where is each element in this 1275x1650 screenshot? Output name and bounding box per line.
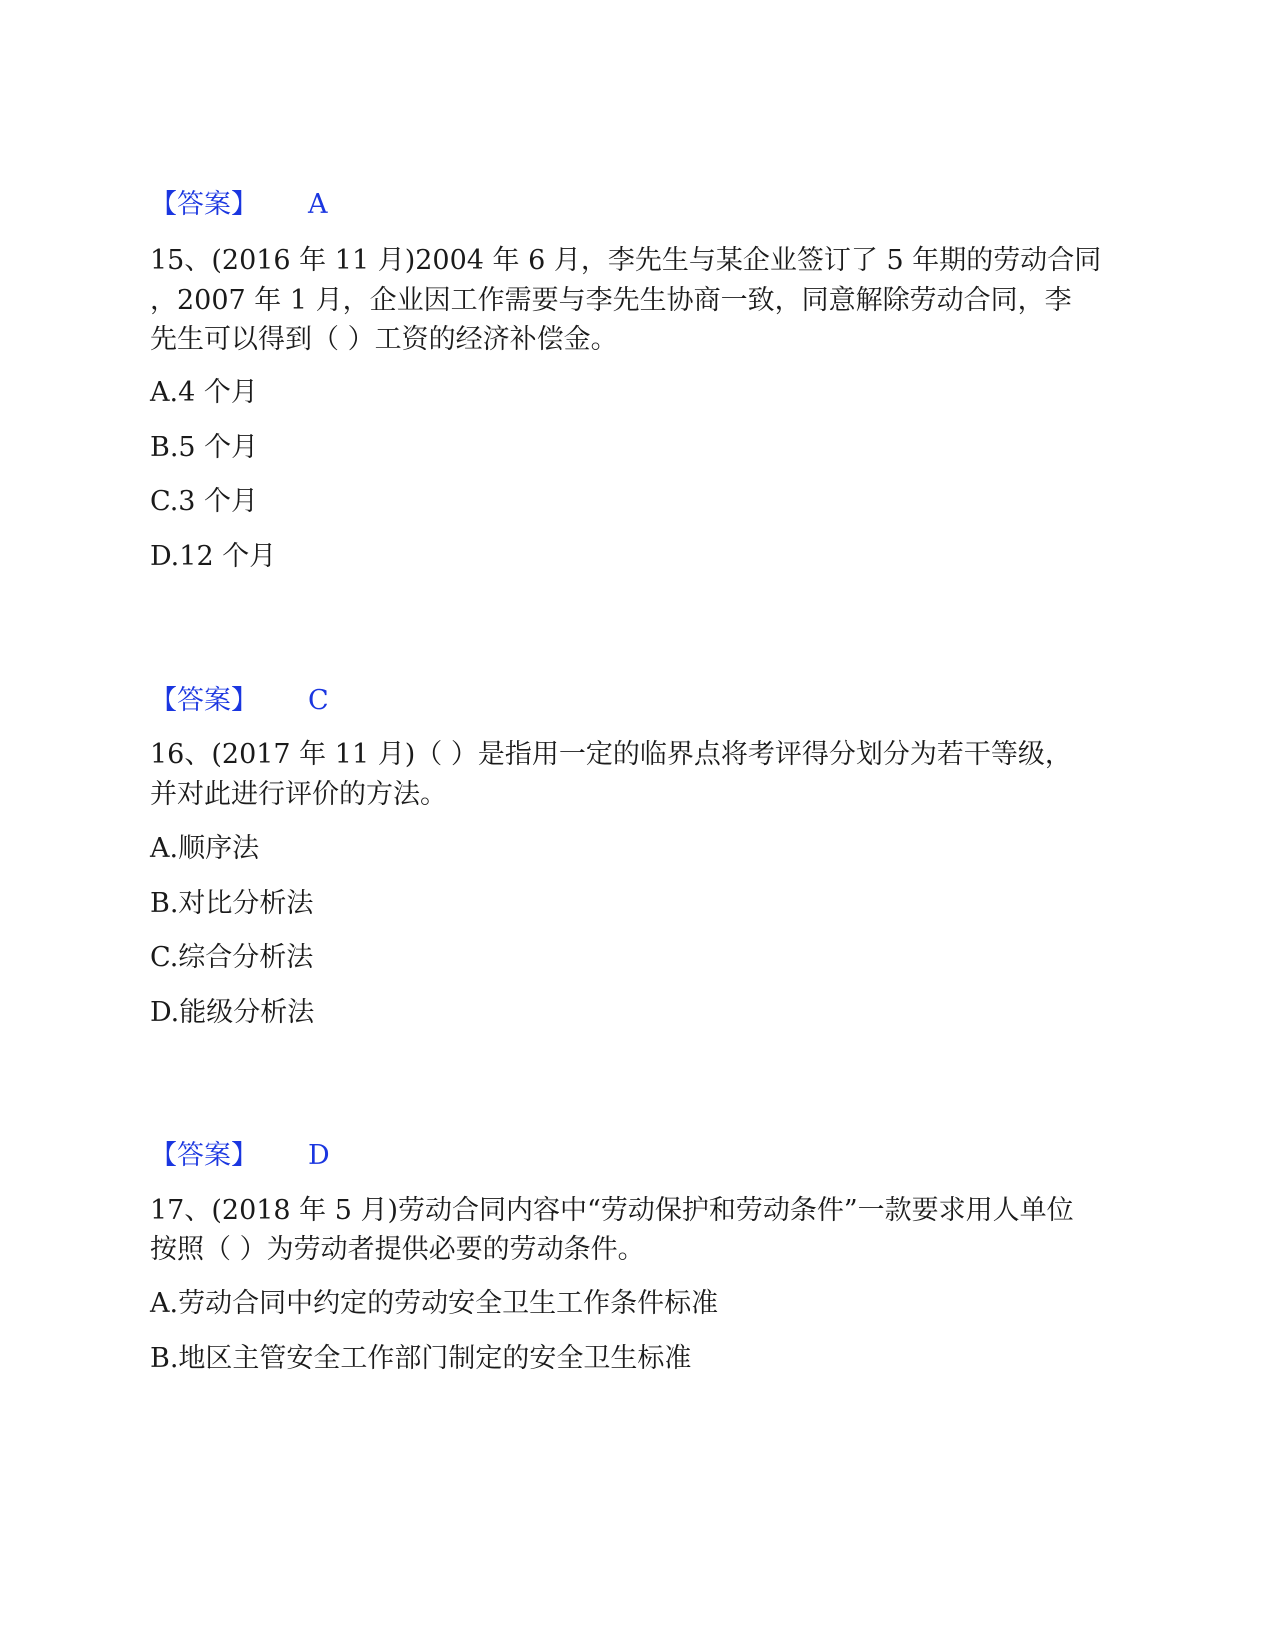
answer-line-15: [150, 684, 329, 718]
question-16-line-1: 16、(2017 年 11 月)（ ）是指用一定的临界点将考评得分划分为若干等级，: [150, 739, 1072, 770]
question-15-line-1: 15、(2016 年 11 月)2004 年 6 月，李先生与某企业签订了 5 年期的劳动合同: [150, 245, 1102, 276]
question-15-option-a: A.4 个月: [150, 377, 258, 408]
question-17-line-1: 17、(2018 年 5 月)劳动合同内容中“劳动保护和劳动条件”一款要求用人单位: [150, 1195, 1074, 1226]
answer-label: 【答案】: [150, 685, 258, 716]
question-15-option-b: B.5 个月: [150, 432, 259, 463]
question-17-line-2: 按照（ ）为劳动者提供必要的劳动条件。: [150, 1234, 645, 1265]
question-15-option-d: D.12 个月: [150, 541, 277, 572]
question-15-option-c: C.3 个月: [150, 486, 259, 517]
question-16-option-c: C.综合分析法: [150, 942, 314, 973]
question-15-line-3: 先生可以得到（ ）工资的经济补偿金。: [150, 324, 618, 355]
question-16-option-d: D.能级分析法: [150, 997, 315, 1028]
answer-value: C: [308, 685, 329, 716]
answer-line-16: [150, 1139, 330, 1173]
question-16-option-b: B.对比分析法: [150, 888, 314, 919]
question-17-option-b: B.地区主管安全工作部门制定的安全卫生标准: [150, 1343, 692, 1374]
answer-line-14: [150, 188, 328, 222]
question-16-option-a: A.顺序法: [150, 833, 260, 864]
answer-label: 【答案】: [150, 189, 258, 220]
answer-label: 【答案】: [150, 1140, 258, 1171]
question-15-line-2: ，2007 年 1 月，企业因工作需要与李先生协商一致，同意解除劳动合同，李: [150, 285, 1072, 316]
question-17-option-a: A.劳动合同中约定的劳动安全卫生工作条件标准: [150, 1288, 719, 1319]
answer-value: D: [308, 1140, 330, 1171]
question-16-line-2: 并对此进行评价的方法。: [150, 779, 447, 810]
answer-value: A: [308, 189, 328, 220]
